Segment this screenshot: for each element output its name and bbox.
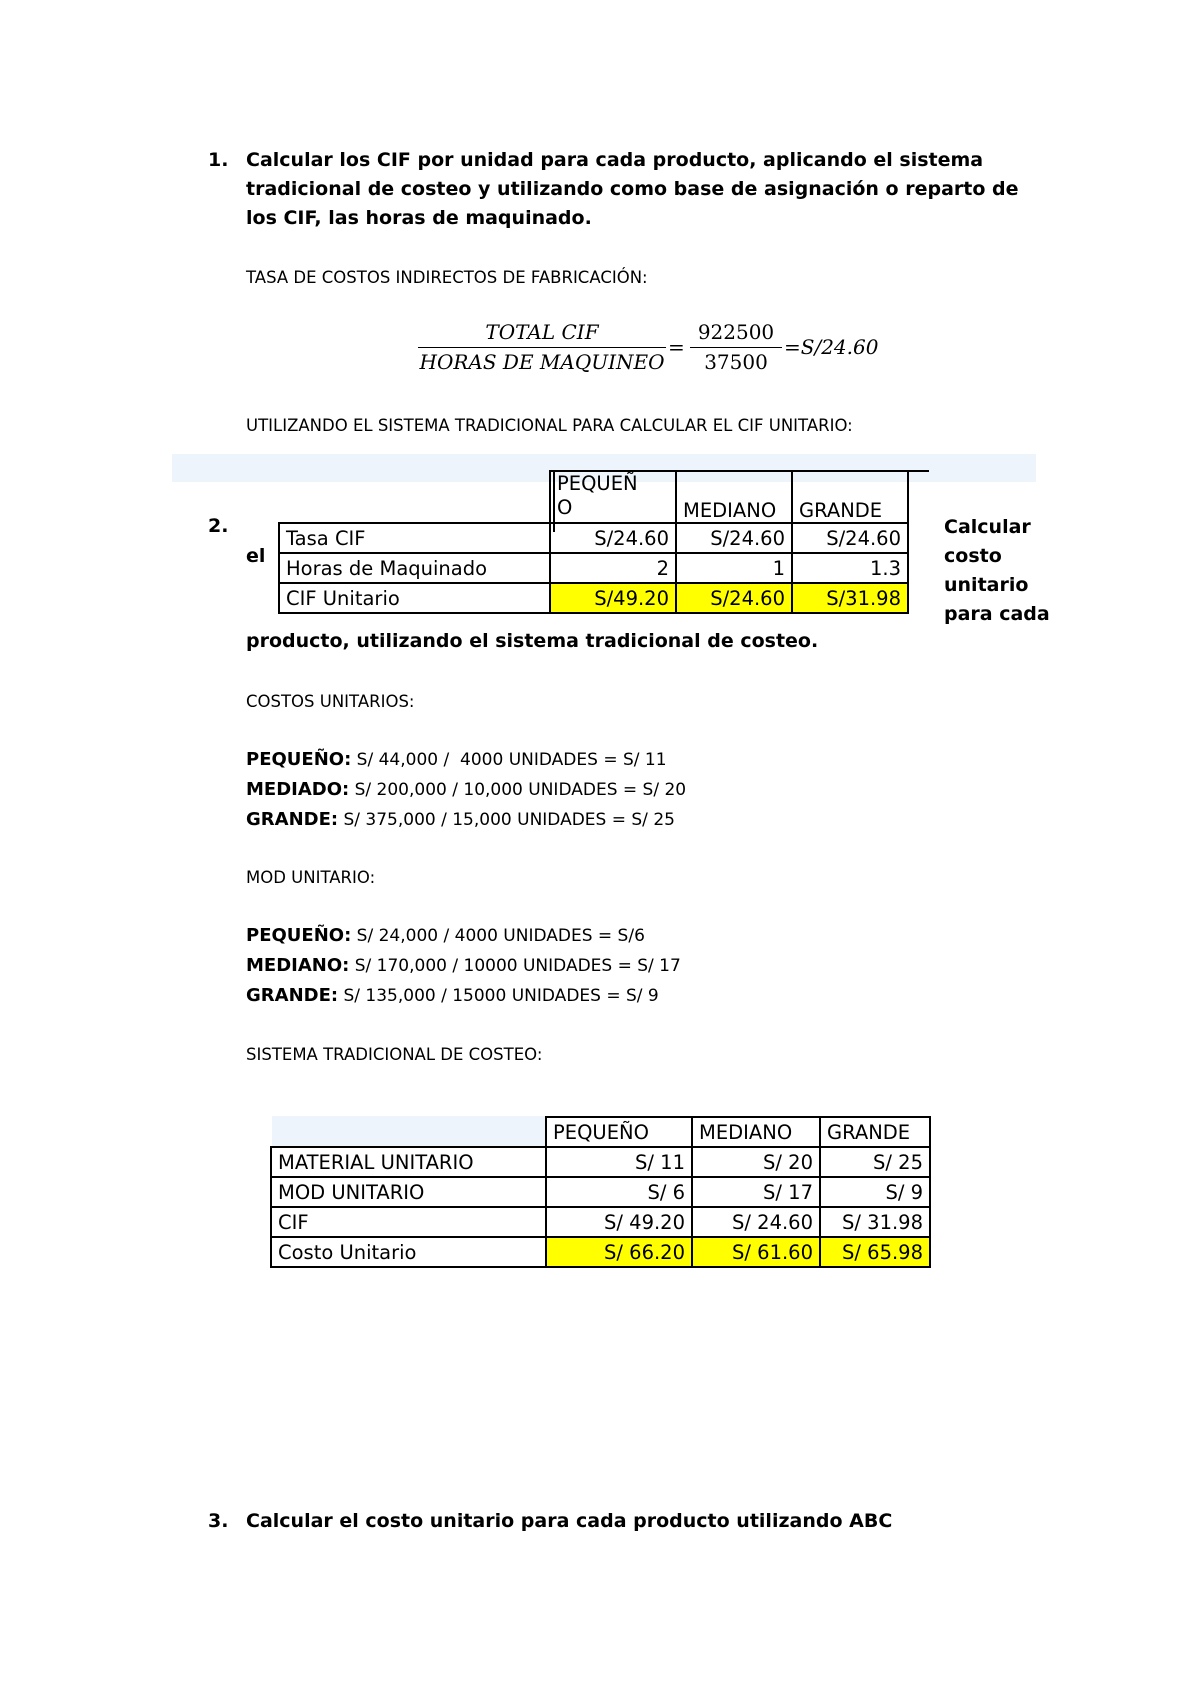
cell: S/ 6	[546, 1177, 692, 1207]
table-row	[279, 583, 908, 613]
question-3-number: 3.	[208, 1510, 229, 1532]
question-1-number: 1.	[208, 149, 229, 171]
mod-unitario-label: MOD UNITARIO:	[246, 868, 376, 887]
row-label: MATERIAL UNITARIO	[271, 1147, 546, 1177]
costos-unitarios-label: COSTOS UNITARIOS:	[246, 692, 415, 711]
table-row	[271, 1207, 930, 1237]
table-header-row	[279, 471, 908, 523]
list-item: PEQUEÑO: S/ 24,000 / 4000 UNIDADES = S/6	[246, 925, 645, 946]
sistema-label: SISTEMA TRADICIONAL DE COSTEO:	[246, 1045, 543, 1064]
row-label: MOD UNITARIO	[271, 1177, 546, 1207]
row-label: CIF	[271, 1207, 546, 1237]
cell-highlight: S/ 61.60	[692, 1237, 820, 1267]
cell: S/ 31.98	[820, 1207, 930, 1237]
table-row	[271, 1147, 930, 1177]
cell-highlight: S/ 66.20	[546, 1237, 692, 1267]
cell: S/ 11	[546, 1147, 692, 1177]
formula-den2: 37500	[704, 350, 768, 374]
question-3	[208, 1510, 893, 1532]
mod-unitario-list	[246, 921, 681, 1011]
row-label: CIF Unitario	[279, 583, 550, 613]
list-item: GRANDE: S/ 375,000 / 15,000 UNIDADES = S/ 25	[246, 809, 675, 830]
costing-table	[270, 1116, 931, 1268]
formula-equals: =	[668, 335, 685, 359]
list-item: MEDIANO: S/ 170,000 / 10000 UNIDADES = S/ 17	[246, 955, 681, 976]
col-header: PEQUEÑO	[546, 1117, 692, 1147]
cell: S/24.60	[550, 523, 676, 553]
cell: 1.3	[792, 553, 908, 583]
cell-highlight: S/31.98	[792, 583, 908, 613]
question-3-text: Calcular el costo unitario para cada producto utilizando ABC	[246, 1510, 893, 1532]
table-row	[271, 1177, 930, 1207]
cell: 2	[550, 553, 676, 583]
row-label: Tasa CIF	[279, 523, 550, 553]
col-header: GRANDE	[820, 1117, 930, 1147]
cell: S/24.60	[792, 523, 908, 553]
col-header: MEDIANO	[676, 471, 792, 523]
formula-num2: 922500	[690, 320, 782, 348]
table-border	[553, 470, 555, 532]
cell: S/ 49.20	[546, 1207, 692, 1237]
table-row	[279, 553, 908, 583]
cell: S/ 25	[820, 1147, 930, 1177]
side-word: para cada	[944, 603, 1050, 625]
formula-numerator: TOTAL CIF	[418, 320, 666, 348]
col-header: GRANDE	[792, 471, 908, 523]
cell: S/ 9	[820, 1177, 930, 1207]
side-word: costo	[944, 545, 1002, 567]
cell: S/24.60	[676, 523, 792, 553]
cif-unit-table	[278, 470, 909, 614]
question-1-text: Calcular los CIF por unidad para cada producto, aplicando el sistema tradicional de costeo y utilizando como base de asignación o reparto de los CIF, las horas de maquinado.	[246, 149, 1019, 229]
row-label: Costo Unitario	[271, 1237, 546, 1267]
utilizando-label: UTILIZANDO EL SISTEMA TRADICIONAL PARA CALCULAR EL CIF UNITARIO:	[246, 416, 853, 435]
cell: S/ 20	[692, 1147, 820, 1177]
col-header: PEQUEÑ O	[550, 471, 676, 523]
side-word: unitario	[944, 574, 1029, 596]
question-2-side	[944, 513, 1050, 629]
formula-result: =S/24.60	[784, 335, 879, 359]
tasa-label: TASA DE COSTOS INDIRECTOS DE FABRICACIÓN:	[246, 268, 648, 287]
question-2-number: 2.	[208, 515, 229, 537]
cell-highlight: S/49.20	[550, 583, 676, 613]
table-row	[279, 523, 908, 553]
formula-denominator: HORAS DE MAQUINEO	[419, 350, 665, 374]
list-item: MEDIADO: S/ 200,000 / 10,000 UNIDADES = S/ 20	[246, 779, 687, 800]
list-item: PEQUEÑO: S/ 44,000 / 4000 UNIDADES = S/ 11	[246, 749, 667, 770]
cell-highlight: S/24.60	[676, 583, 792, 613]
side-word: Calcular	[944, 516, 1031, 538]
cell-highlight: S/ 65.98	[820, 1237, 930, 1267]
cell: S/ 17	[692, 1177, 820, 1207]
cell: S/ 24.60	[692, 1207, 820, 1237]
cif-rate-formula	[418, 320, 878, 380]
col-header: MEDIANO	[692, 1117, 820, 1147]
cell: 1	[676, 553, 792, 583]
costos-unitarios-list	[246, 745, 686, 835]
question-2-continuation: producto, utilizando el sistema tradicional de costeo.	[246, 630, 819, 652]
table-row	[271, 1237, 930, 1267]
question-2-el: el	[246, 545, 266, 567]
table-header-row	[271, 1117, 930, 1147]
row-label: Horas de Maquinado	[279, 553, 550, 583]
table-border	[553, 470, 929, 472]
list-item: GRANDE: S/ 135,000 / 15000 UNIDADES = S/ 9	[246, 985, 659, 1006]
